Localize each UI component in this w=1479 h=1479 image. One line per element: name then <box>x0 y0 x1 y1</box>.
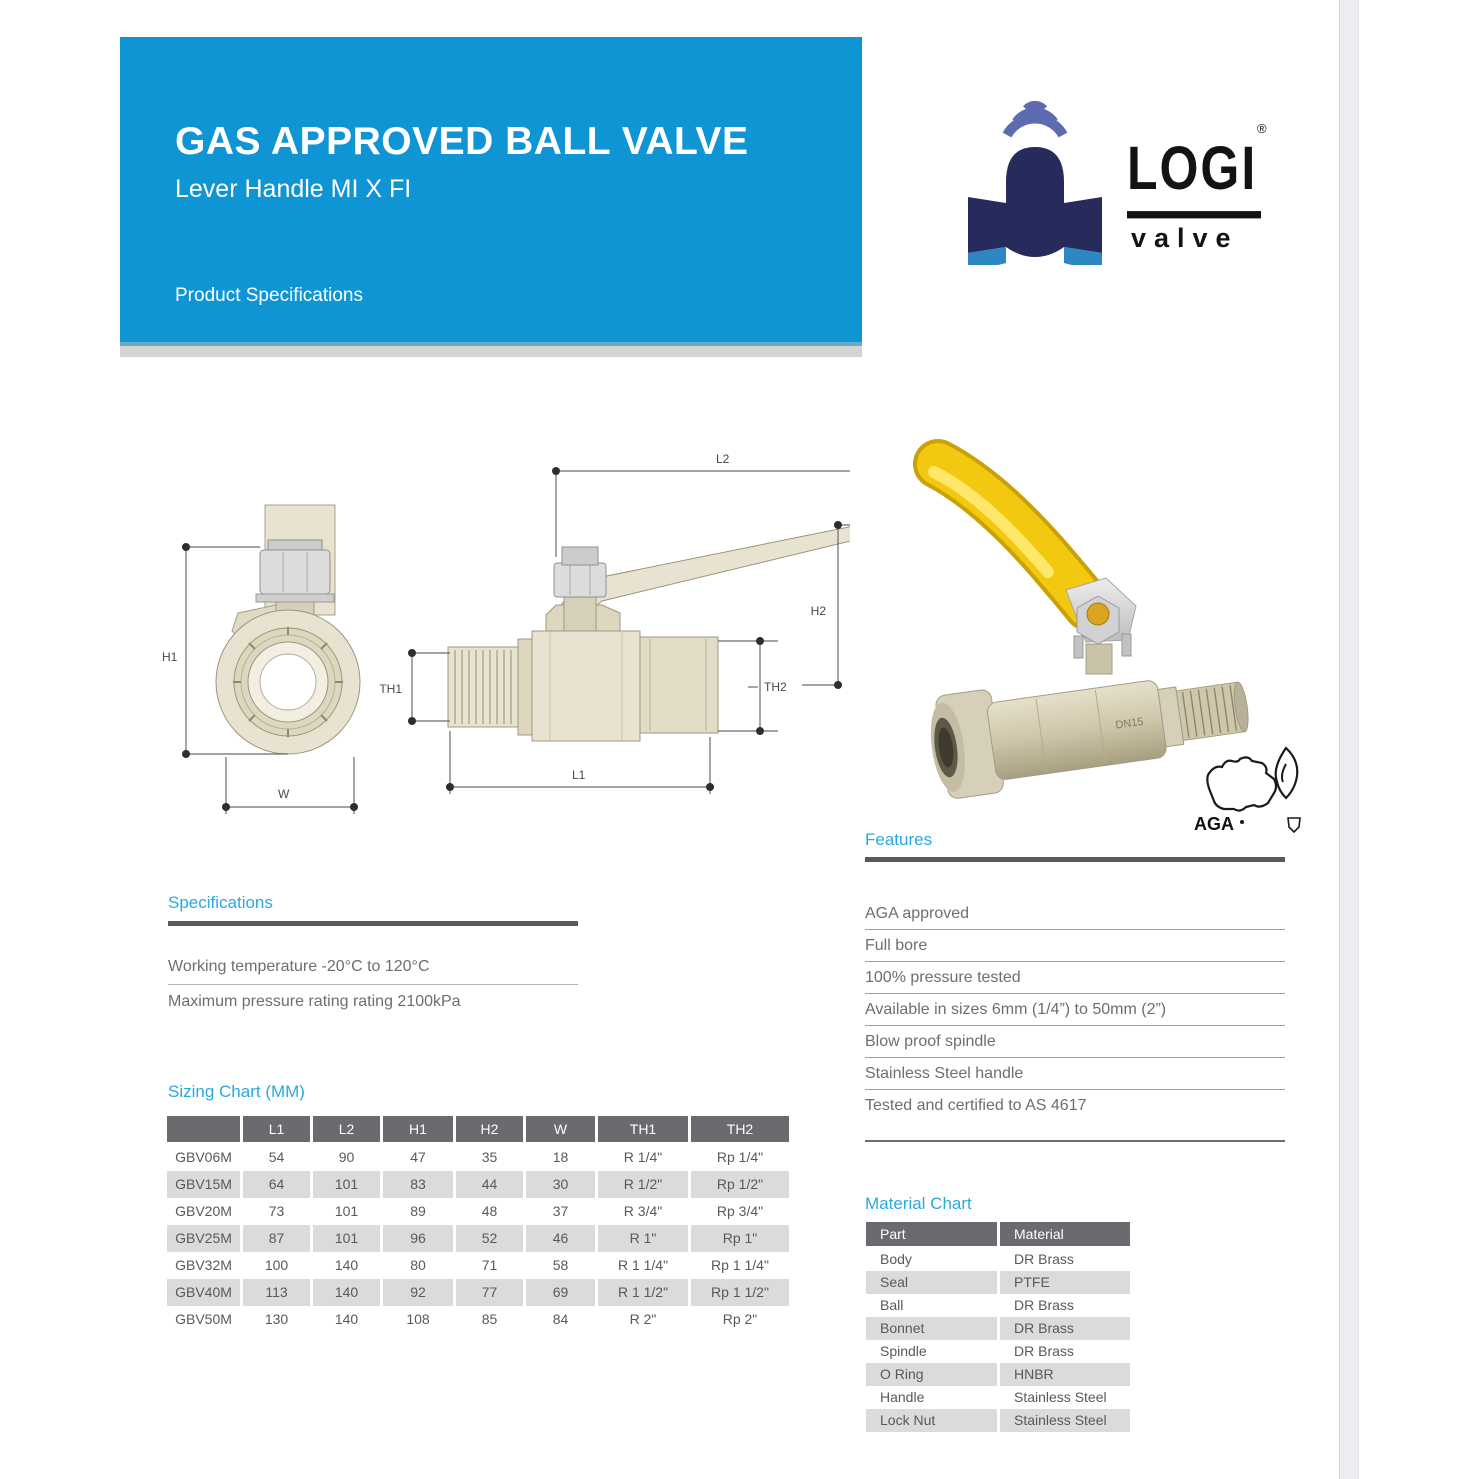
material-cell: DR Brass <box>1014 1297 1074 1313</box>
sizing-cell: GBV32M <box>175 1257 232 1273</box>
material-cell: O Ring <box>866 1363 997 1386</box>
logo-wordmark-sub: valve <box>1131 223 1239 253</box>
sizing-column-header: TH2 <box>691 1116 789 1144</box>
valve-logo-icon <box>960 85 1110 265</box>
sizing-cell: 73 <box>268 1203 285 1219</box>
material-cell: DR Brass <box>1000 1317 1130 1340</box>
material-cell: DR Brass <box>1014 1343 1074 1359</box>
sizing-cell: 101 <box>313 1225 380 1252</box>
list-item: Stainless Steel handle <box>865 1058 1285 1090</box>
sizing-cell: GBV50M <box>175 1311 232 1327</box>
registered-mark: ® <box>1257 121 1267 136</box>
sizing-cell: 58 <box>552 1257 569 1273</box>
sizing-cell: 30 <box>526 1171 595 1198</box>
sizing-cell: GBV06M <box>175 1149 232 1165</box>
list-item: AGA approved <box>865 898 1285 930</box>
specifications-list <box>168 950 578 1019</box>
sizing-cell: 113 <box>243 1279 310 1306</box>
sizing-column-header: L2 <box>313 1116 380 1144</box>
sizing-cell: 130 <box>264 1311 289 1327</box>
sizing-cell: R 2" <box>629 1311 657 1327</box>
sizing-cell: 47 <box>410 1149 426 1165</box>
sizing-cell: 48 <box>481 1203 498 1219</box>
dim-label-l1: L1 <box>572 768 586 782</box>
sizing-cell: 46 <box>526 1225 595 1252</box>
dim-label-th1: TH1 <box>379 682 402 696</box>
specifications-heading: Specifications <box>168 893 273 912</box>
sizing-chart-table <box>167 1116 789 1333</box>
sizing-cell: Rp 1/4" <box>716 1149 764 1165</box>
side-view-drawing <box>448 519 850 741</box>
sizing-cell: 101 <box>334 1203 359 1219</box>
page-subtitle: Lever Handle MI X FI <box>175 175 412 203</box>
dim-w <box>226 757 354 814</box>
sizing-cell: 80 <box>410 1257 426 1273</box>
valve-photo-handle <box>934 464 1136 674</box>
sizing-cell: 69 <box>526 1279 595 1306</box>
page-title: GAS APPROVED BALL VALVE <box>175 120 749 163</box>
sizing-cell: 44 <box>456 1171 523 1198</box>
sizing-cell: 140 <box>334 1257 359 1273</box>
features-heading: Features <box>865 830 933 849</box>
sizing-column-header <box>167 1116 240 1144</box>
sizing-cell: Rp 1" <box>691 1225 789 1252</box>
material-column-header: Part <box>866 1222 997 1248</box>
sizing-cell: 77 <box>456 1279 523 1306</box>
sizing-cell: 71 <box>481 1257 498 1273</box>
sizing-column-header: H1 <box>383 1116 453 1144</box>
list-item: Full bore <box>865 930 1285 962</box>
sizing-cell: R 1/2" <box>598 1171 688 1198</box>
sizing-cell: 90 <box>338 1149 355 1165</box>
dimension-drawing <box>150 435 850 830</box>
sizing-cell: 140 <box>313 1279 380 1306</box>
brand-logo <box>955 85 1300 270</box>
header-banner <box>120 37 862 346</box>
sizing-cell: R 1/4" <box>623 1149 663 1165</box>
sizing-cell: 85 <box>481 1311 498 1327</box>
list-item: Tested and certified to AS 4617 <box>865 1097 1087 1114</box>
sizing-cell: 101 <box>313 1171 380 1198</box>
sizing-cell: GBV40M <box>167 1279 240 1306</box>
sizing-cell: Rp 3/4" <box>716 1203 764 1219</box>
list-item: 100% pressure tested <box>865 962 1285 994</box>
sizing-cell: Rp 2" <box>722 1311 758 1327</box>
features-bottom-rule <box>865 1140 1285 1142</box>
logo-wordmark: LOGI <box>1127 133 1261 218</box>
sizing-column-header: H2 <box>456 1116 523 1144</box>
dim-th1 <box>412 653 450 721</box>
material-cell: Handle <box>880 1389 925 1405</box>
sizing-cell: 108 <box>406 1311 430 1327</box>
sizing-cell: 18 <box>552 1149 569 1165</box>
sizing-cell: 64 <box>243 1171 310 1198</box>
list-item: Available in sizes 6mm (1/4”) to 50mm (2”) <box>865 994 1285 1026</box>
material-cell: DR Brass <box>1014 1251 1074 1267</box>
aga-logo <box>1194 748 1300 834</box>
sizing-cell: 37 <box>552 1203 569 1219</box>
material-cell: Stainless Steel <box>1000 1409 1130 1432</box>
sizing-cell: 84 <box>552 1311 569 1327</box>
sizing-cell: GBV25M <box>167 1225 240 1252</box>
header-shadow-strip <box>120 346 862 357</box>
sizing-cell: Rp 1 1/2" <box>691 1279 789 1306</box>
specifications-rule <box>168 921 578 926</box>
material-column-header: Material <box>1000 1222 1130 1248</box>
material-cell: Body <box>880 1251 912 1267</box>
sizing-chart-heading: Sizing Chart (MM) <box>168 1082 305 1101</box>
list-item: Working temperature -20°C to 120°C <box>168 950 578 985</box>
valve-photo-body <box>925 654 1254 801</box>
material-chart-table <box>866 1222 1130 1432</box>
sizing-cell: GBV20M <box>175 1203 232 1219</box>
dim-label-h1: H1 <box>162 650 178 664</box>
material-cell: PTFE <box>1000 1271 1130 1294</box>
sizing-cell: R 1 1/2" <box>598 1279 688 1306</box>
material-cell: HNBR <box>1000 1363 1130 1386</box>
sizing-cell: GBV15M <box>167 1171 240 1198</box>
sizing-cell: 100 <box>264 1257 289 1273</box>
sizing-cell: 96 <box>383 1225 453 1252</box>
dim-label-h2: H2 <box>810 604 826 618</box>
list-item: Blow proof spindle <box>865 1026 1285 1058</box>
dim-label-l2: L2 <box>716 452 730 466</box>
sizing-cell: 89 <box>410 1203 426 1219</box>
sizing-cell: 87 <box>243 1225 310 1252</box>
product-photo <box>890 430 1310 835</box>
features-list <box>865 898 1285 1121</box>
material-cell: Lock Nut <box>866 1409 997 1432</box>
material-cell: Seal <box>866 1271 997 1294</box>
material-chart-heading: Material Chart <box>865 1194 972 1213</box>
features-rule <box>865 857 1285 862</box>
sizing-cell: 52 <box>456 1225 523 1252</box>
scrollbar-track[interactable] <box>1339 0 1359 1479</box>
sizing-cell: R 1" <box>598 1225 688 1252</box>
sizing-cell: 83 <box>383 1171 453 1198</box>
end-view-drawing <box>216 505 360 754</box>
sizing-cell: 92 <box>383 1279 453 1306</box>
dim-label-th2: TH2 <box>764 680 787 694</box>
header-tagline: Product Specifications <box>175 285 363 306</box>
dim-label-w: W <box>278 787 290 801</box>
sizing-cell: Rp 1 1/4" <box>711 1257 769 1273</box>
material-cell: Stainless Steel <box>1014 1389 1107 1405</box>
material-cell: Bonnet <box>866 1317 997 1340</box>
material-cell: Spindle <box>880 1343 927 1359</box>
sizing-cell: R 1 1/4" <box>617 1257 669 1273</box>
sizing-cell: 140 <box>334 1311 359 1327</box>
sizing-cell: 35 <box>481 1149 498 1165</box>
sizing-column-header: L1 <box>243 1116 310 1144</box>
sizing-cell: 54 <box>268 1149 285 1165</box>
material-cell: Ball <box>880 1297 904 1313</box>
aga-label: AGA <box>1194 814 1234 834</box>
sizing-cell: R 3/4" <box>623 1203 663 1219</box>
list-item: Maximum pressure rating rating 2100kPa <box>168 993 461 1010</box>
sizing-column-header: TH1 <box>598 1116 688 1144</box>
sizing-cell: Rp 1/2" <box>691 1171 789 1198</box>
body-marking: DN15 <box>1114 715 1145 732</box>
sizing-column-header: W <box>526 1116 595 1144</box>
